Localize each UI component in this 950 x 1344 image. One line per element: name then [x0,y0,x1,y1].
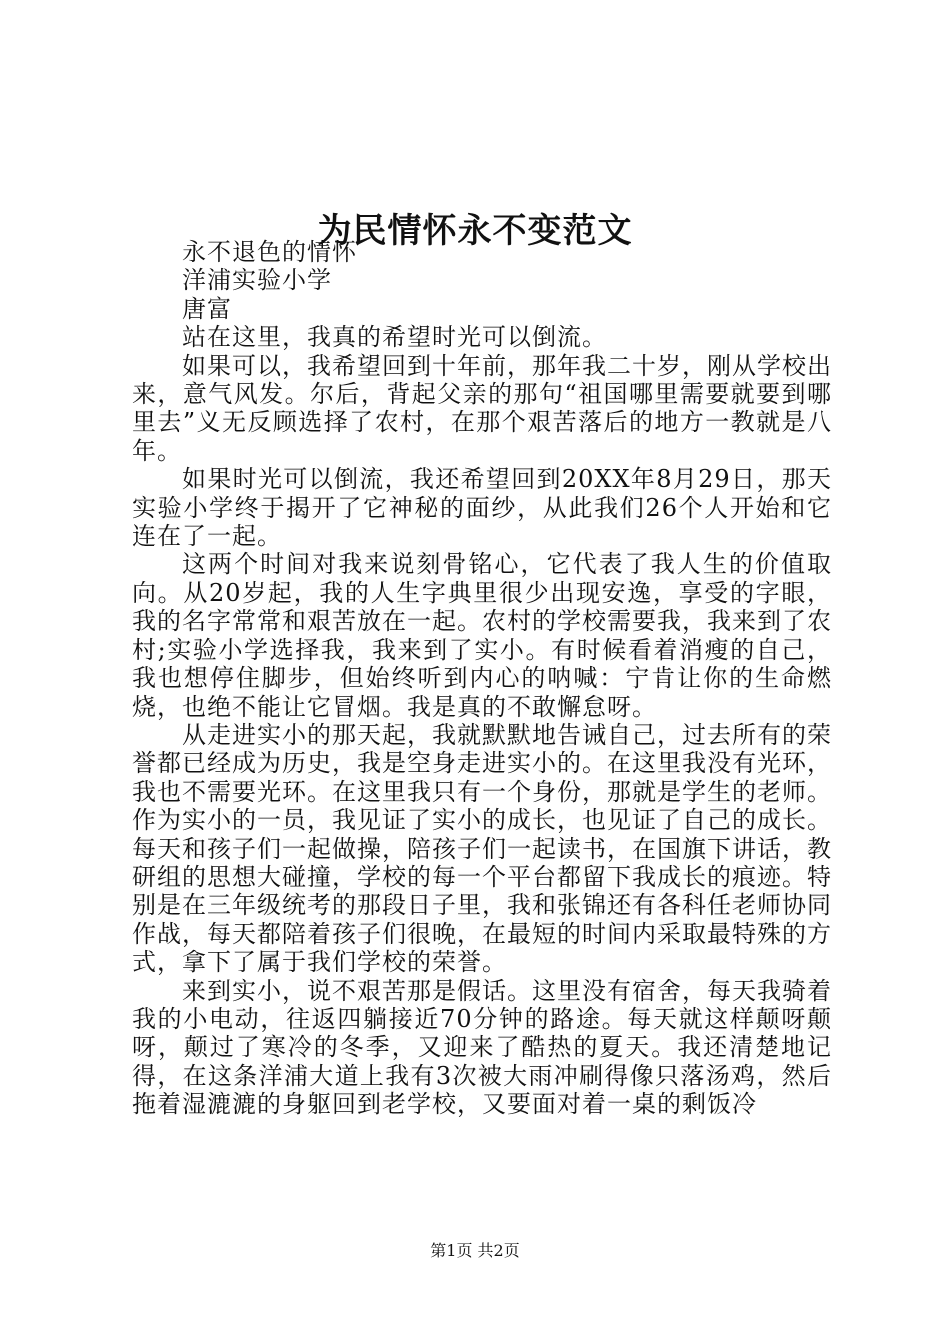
author-line: 唐富 [182,294,232,323]
paragraph: 这两个时间对我来说刻骨铭心，它代表了我人生的价值取向。从20岁起，我的人生字典里很少出现安逸，享受的字眼，我的名字常常和艰苦放在一起。农村的学校需要我，我来到了农村;实验小学选择我，我来到了实小。有时候看着消瘦的自己，我也想停住脚步，但始终听到内心的呐喊：宁肯让你的生命燃烧，也绝不能让它冒烟。我是真的不敢懈怠呀。 [132,550,832,721]
page-number-footer: 第1页 共2页 [430,1241,520,1260]
school-line: 洋浦实验小学 [182,266,332,295]
paragraph: 从走进实小的那天起，我就默默地告诫自己，过去所有的荣誉都已经成为历史，我是空身走进实小的。在这里我没有光环，我也不需要光环。在这里我只有一个身份，那就是学生的老师。作为实小的一员，我见证了实小的成长，也见证了自己的成长。每天和孩子们一起做操，陪孩子们一起读书，在国旗下讲话，教研组的思想大碰撞，学校的每一个平台都留下我成长的痕迹。特别是在三年级统考的那段日子里，我和张锦还有各科任老师协同作战，每天都陪着孩子们很晚，在最短的时间内采取最特殊的方式，拿下了属于我们学校的荣誉。 [132,720,832,977]
paragraph: 如果可以，我希望回到十年前，那年我二十岁，刚从学校出来，意气风发。尔后，背起父亲的那句“祖国哪里需要就要到哪里去”义无反顾选择了农村，在那个艰苦落后的地方一教就是八年。 [132,351,832,465]
document-title: 为民情怀永不变范文 [317,210,633,251]
paragraph: 来到实小，说不艰苦那是假话。这里没有宿舍，每天我骑着我的小电动，往返四躺接近70分钟的路途。每天就这样颠呀颠呀，颠过了寒冷的冬季，又迎来了酷热的夏天。我还清楚地记得，在这条洋浦大道上我有3次被大雨冲刷得像只落汤鸡，然后拖着湿漉漉的身躯回到老学校，又要面对着一桌的剩饭冷 [132,976,832,1119]
opening-line: 站在这里，我真的希望时光可以倒流。 [182,323,607,352]
paragraph: 如果时光可以倒流，我还希望回到20XX年8月29日，那天实验小学终于揭开了它神秘的面纱，从此我们26个人开始和它连在了一起。 [132,465,832,551]
document-body [132,238,832,1119]
subtitle-line: 永不退色的情怀 [182,238,357,266]
